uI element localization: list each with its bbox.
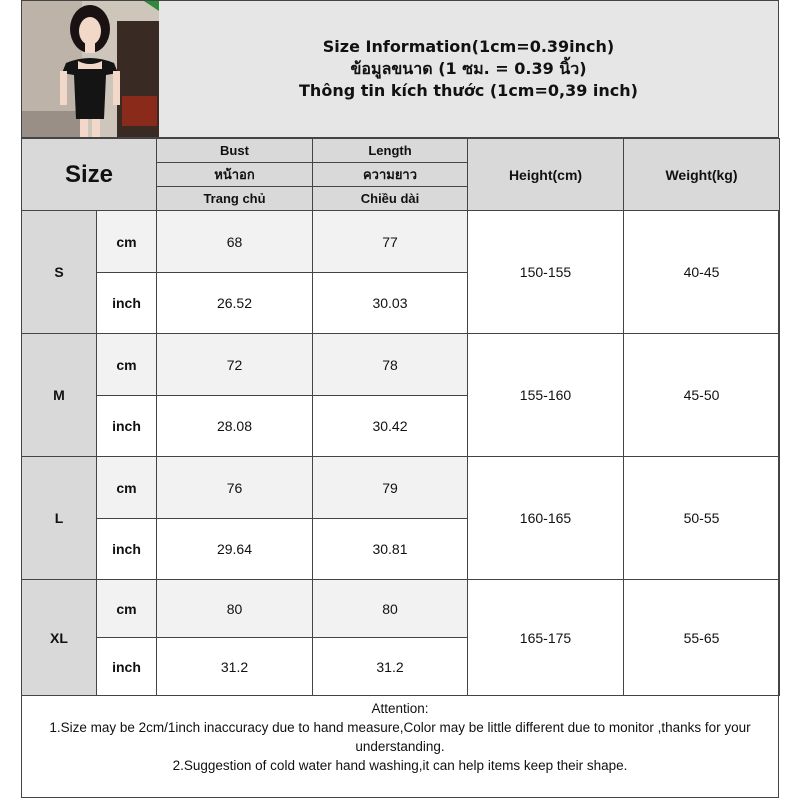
length-cm-value: 79	[313, 457, 468, 519]
size-info-title	[159, 1, 778, 137]
table-row	[22, 211, 780, 273]
size-table	[21, 138, 780, 696]
length-cm-value: 80	[313, 580, 468, 638]
height-value: 155-160	[468, 334, 624, 457]
unit-cm: cm	[97, 457, 157, 519]
attention-line-1: 1.Size may be 2cm/1inch inaccuracy due to hand measure,Color may be little different due to monitor ,thanks for your	[49, 720, 751, 735]
title-thai: ข้อมูลขนาด (1 ซม. = 0.39 นิ้ว)	[350, 59, 587, 78]
unit-inch: inch	[97, 638, 157, 696]
size-label-l: L	[22, 457, 97, 580]
bust-cm-value: 80	[157, 580, 313, 638]
weight-header: Weight(kg)	[624, 139, 780, 211]
size-label-xl: XL	[22, 580, 97, 696]
height-value: 150-155	[468, 211, 624, 334]
unit-cm: cm	[97, 334, 157, 396]
length-cm-value: 77	[313, 211, 468, 273]
weight-value: 50-55	[624, 457, 780, 580]
attention-title: Attention:	[371, 701, 429, 716]
length-inch-value: 31.2	[313, 638, 468, 696]
bust-header-vi: Trang chủ	[157, 187, 313, 211]
length-inch-value: 30.42	[313, 396, 468, 457]
bust-header-en: Bust	[157, 139, 313, 163]
size-header: Size	[22, 139, 157, 211]
attention-line-1-cont: understanding.	[355, 739, 445, 754]
bust-inch-value: 31.2	[157, 638, 313, 696]
attention-line-2: 2.Suggestion of cold water hand washing,it can help items keep their shape.	[172, 758, 628, 773]
unit-inch: inch	[97, 273, 157, 334]
table-row	[22, 457, 780, 519]
length-header-en: Length	[313, 139, 468, 163]
model-image	[22, 1, 159, 137]
weight-value: 45-50	[624, 334, 780, 457]
unit-inch: inch	[97, 396, 157, 457]
weight-value: 55-65	[624, 580, 780, 696]
bust-cm-value: 76	[157, 457, 313, 519]
height-value: 160-165	[468, 457, 624, 580]
product-photo	[22, 1, 160, 137]
bust-cm-value: 72	[157, 334, 313, 396]
length-header-th: ความยาว	[313, 163, 468, 187]
weight-value: 40-45	[624, 211, 780, 334]
bust-header-th: หน้าอก	[157, 163, 313, 187]
unit-cm: cm	[97, 211, 157, 273]
bust-inch-value: 29.64	[157, 519, 313, 580]
length-inch-value: 30.03	[313, 273, 468, 334]
height-header: Height(cm)	[468, 139, 624, 211]
length-cm-value: 78	[313, 334, 468, 396]
title-vietnamese: Thông tin kích thước (1cm=0,39 inch)	[299, 81, 638, 100]
length-inch-value: 30.81	[313, 519, 468, 580]
table-row	[22, 580, 780, 638]
unit-cm: cm	[97, 580, 157, 638]
size-chart-header	[21, 0, 779, 138]
title-english: Size Information(1cm=0.39inch)	[322, 37, 615, 56]
attention-note	[21, 698, 779, 798]
length-header-vi: Chiều dài	[313, 187, 468, 211]
size-label-s: S	[22, 211, 97, 334]
bust-inch-value: 26.52	[157, 273, 313, 334]
bust-inch-value: 28.08	[157, 396, 313, 457]
table-row	[22, 334, 780, 396]
unit-inch: inch	[97, 519, 157, 580]
size-label-m: M	[22, 334, 97, 457]
bust-cm-value: 68	[157, 211, 313, 273]
table-header-row	[22, 139, 780, 163]
height-value: 165-175	[468, 580, 624, 696]
